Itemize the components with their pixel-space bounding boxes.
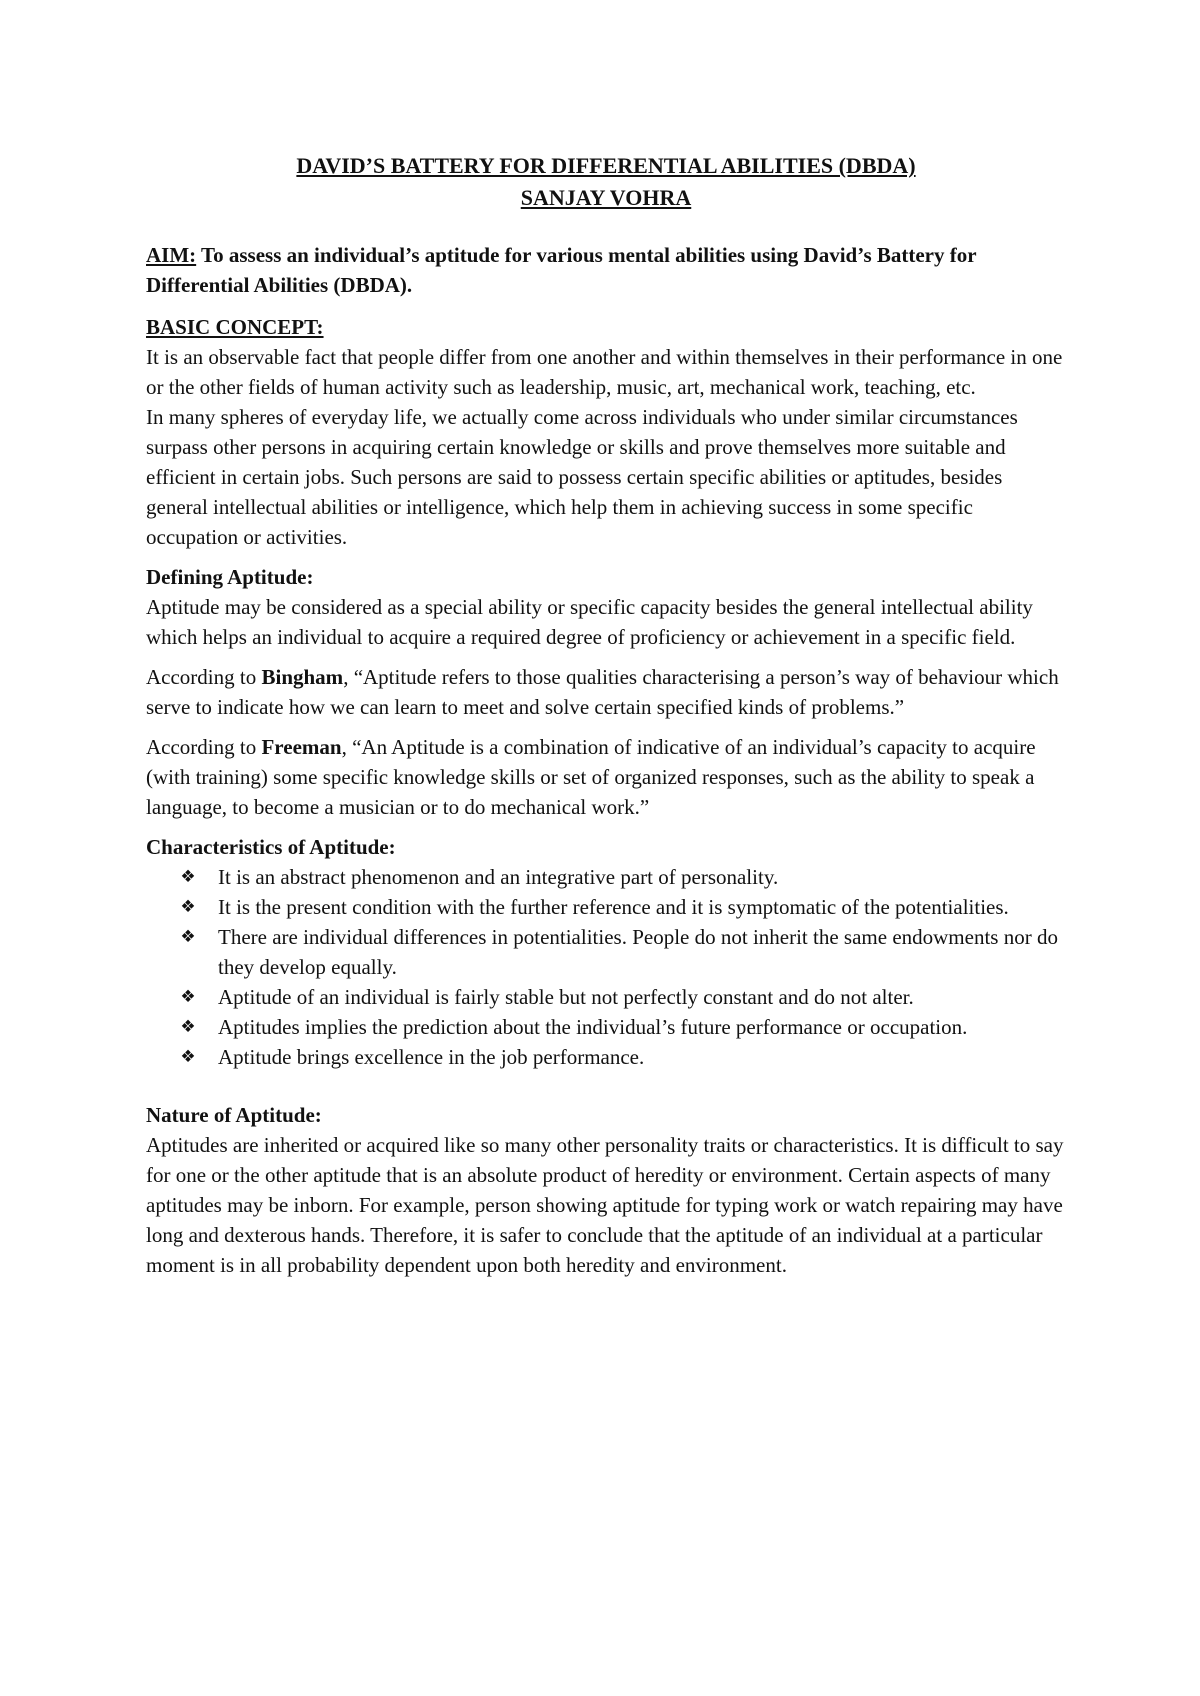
list-item-text: It is the present condition with the further reference and it is symptomatic of the potentialities. [218,895,1009,919]
freeman-quote: , “An Aptitude is a combination of indicative of an individual’s capacity to acquire (with training) some specific knowledge skills or set of organized responses, such as the ability to speak a language, to become a musician or to do mechanical work.” [146,735,1036,819]
nature-heading: Nature of Aptitude: [146,1103,322,1127]
characteristics-heading: Characteristics of Aptitude: [146,835,396,859]
list-item [146,862,1066,892]
diamond-bullet-icon: ❖ [180,1017,196,1037]
basic-concept-paragraph-2: In many spheres of everyday life, we actually come across individuals who under similar circumstances surpass other persons in acquiring certain knowledge or skills and prove themselves more suitable and efficient in certain jobs. Such persons are said to possess certain specific abilities or aptitudes, besides general intellectual abilities or intelligence, which help them in achieving success in some specific occupation or activities. [146,405,1018,549]
list-item-text: Aptitudes implies the prediction about the individual’s future performance or occupation. [218,1015,968,1039]
aim-text: To assess an individual’s aptitude for various mental abilities using David’s Battery for Differential Abilities (DBDA). [146,243,977,297]
document-author: SANJAY VOHRA [520,185,692,210]
document-title: DAVID’S BATTERY FOR DIFFERENTIAL ABILITIES (DBDA) [296,153,916,178]
basic-concept-section [146,312,1066,552]
bingham-definition [146,662,1066,722]
defining-aptitude-section [146,562,1066,652]
list-item [146,982,1066,1012]
diamond-bullet-icon: ❖ [180,897,196,917]
nature-paragraph: Aptitudes are inherited or acquired like so many other personality traits or characteristics. It is difficult to say for one or the other aptitude that is an absolute product of heredity or environment. Certain aspects of many aptitudes may be inborn. For example, person showing aptitude for typing work or watch repairing may have long and dexterous hands. Therefore, it is safer to conclude that the aptitude of an individual at a particular moment is in all probability dependent upon both heredity and environment. [146,1133,1064,1277]
bingham-prefix: According to [146,665,262,689]
aim-label: AIM: [146,243,197,267]
freeman-name: Freeman [261,735,342,759]
nature-section [146,1100,1066,1280]
defining-aptitude-heading: Defining Aptitude: [146,565,314,589]
list-item-text: There are individual differences in potentialities. People do not inherit the same endowments nor do they develop equally. [218,925,1058,979]
aim-paragraph [146,240,1066,300]
list-item-text: It is an abstract phenomenon and an integrative part of personality. [218,865,779,889]
list-item [146,892,1066,922]
freeman-prefix: According to [146,735,262,759]
list-item-text: Aptitude brings excellence in the job performance. [218,1045,645,1069]
diamond-bullet-icon: ❖ [180,1047,196,1067]
diamond-bullet-icon: ❖ [180,987,196,1007]
list-item-text: Aptitude of an individual is fairly stable but not perfectly constant and do not alter. [218,985,914,1009]
list-item [146,922,1066,982]
freeman-definition [146,732,1066,822]
bingham-name: Bingham [261,665,344,689]
list-item [146,1042,1066,1072]
basic-concept-heading: BASIC CONCEPT: [146,315,324,339]
characteristics-list [146,862,1066,1072]
diamond-bullet-icon: ❖ [180,867,196,887]
characteristics-section [146,832,1066,1072]
bingham-quote: , “Aptitude refers to those qualities characterising a person’s way of behaviour which serve to indicate how we can learn to meet and solve certain specified kinds of problems.” [146,665,1059,719]
defining-aptitude-paragraph: Aptitude may be considered as a special ability or specific capacity besides the general intellectual ability which helps an individual to acquire a required degree of proficiency or achievement in a specific field. [146,595,1033,649]
document-content [146,150,1066,1280]
diamond-bullet-icon: ❖ [180,927,196,947]
list-item [146,1012,1066,1042]
basic-concept-paragraph-1: It is an observable fact that people differ from one another and within themselves in their performance in one or the other fields of human activity such as leadership, music, art, mechanical work, teaching, etc. [146,345,1063,399]
